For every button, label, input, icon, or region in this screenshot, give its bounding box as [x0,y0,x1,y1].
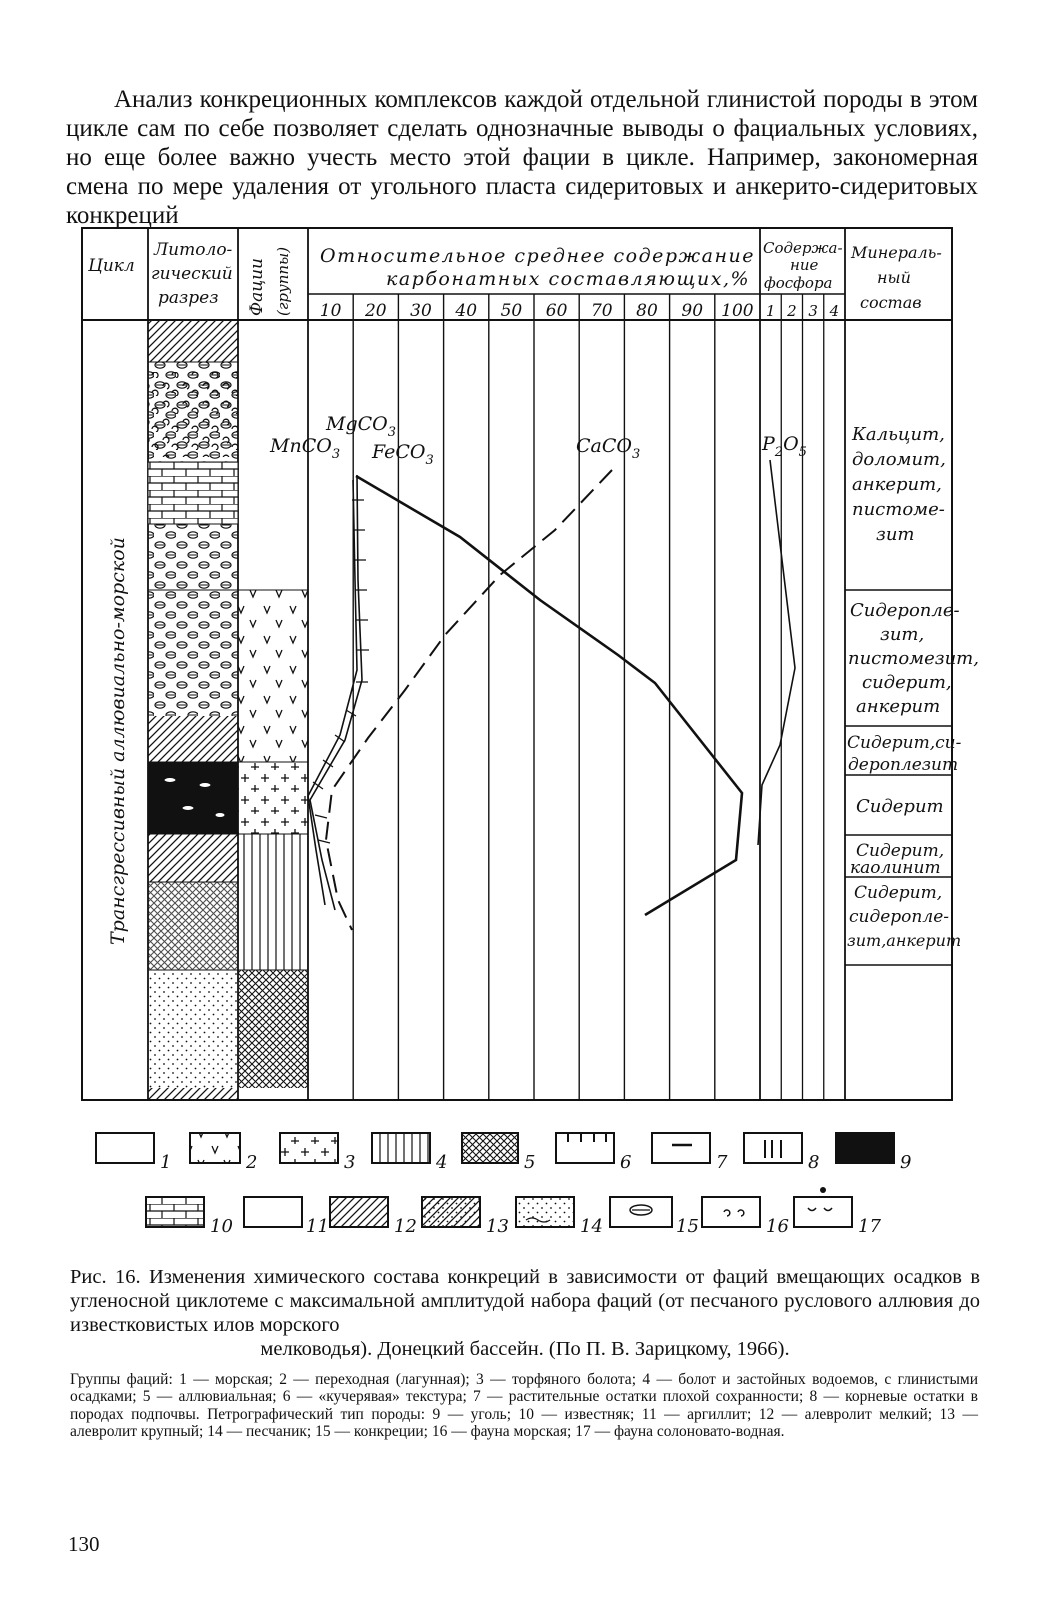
phosphorus-tick-label: 2 [787,302,797,320]
phosphorus-tick-label: 1 [765,302,776,320]
legend-8 [744,1133,802,1163]
phosphorus-scale [766,294,839,1100]
feco3-label: FeCO$_3$ [372,441,434,468]
legend-1 [96,1133,154,1163]
legend-15 [610,1197,672,1227]
legend-num-3: 3 [344,1152,356,1173]
legend-num-4: 4 [436,1152,448,1173]
figure-caption [70,1265,980,1361]
p2o5-label: $P_2O_5$ [762,433,807,460]
legend-num-16: 16 [766,1216,789,1237]
header-litho-1: Литоло- [154,240,233,260]
mineral-2-line-5: анкерит [856,696,941,717]
content-tick-label: 30 [410,301,432,321]
mineral-6-line-1: Сидерит, [854,883,943,903]
legend-num-2: 2 [246,1152,258,1173]
legend-4 [372,1133,430,1163]
header-phos-2: ние [790,256,819,274]
legend-17 [794,1187,852,1227]
header-litho-2: гический [151,264,233,284]
mgco3-label: MgCO$_3$ [326,413,397,440]
header-phos-1: Содержа- [763,239,843,257]
legend-5 [462,1133,518,1163]
legend-2 [190,1133,240,1163]
mineral-3-line-2: дероплезит [848,755,959,775]
caco3-label: CaCO$_3$ [576,435,641,462]
content-tick-label: 60 [545,301,568,321]
page-number: 130 [68,1532,100,1556]
header-content-1: Относительное среднее содержание [320,245,755,267]
mineral-2-line-4: сидерит, [862,672,952,693]
legend-num-5: 5 [524,1152,536,1173]
header-mineral-3: состав [860,293,922,312]
content-tick-label: 10 [319,301,342,321]
legend-9 [836,1133,894,1163]
mineral-1-line-3: анкерит, [852,474,942,495]
mgco3-ticks [313,500,369,843]
mineral-2-line-2: зит, [880,624,925,645]
p2o5-curve [758,460,795,845]
legend [96,1133,894,1227]
cycle-label: Трансгрессивный аллювиально-морской [107,537,129,945]
legend-11 [244,1197,302,1227]
mineral-5-line-2: каолинит [850,858,941,878]
content-tick-label: 90 [681,301,704,321]
legend-num-14: 14 [580,1216,603,1237]
legend-num-15: 15 [676,1216,699,1237]
content-tick-label: 50 [500,301,523,321]
phosphorus-tick-label: 4 [829,302,840,320]
caco3-curve [326,470,612,930]
header-facies-1: Фации [247,257,267,316]
content-tick-label: 40 [455,301,478,321]
legend-num-1: 1 [160,1152,172,1173]
legend-num-8: 8 [808,1152,820,1173]
legend-num-12: 12 [394,1216,417,1237]
legend-14 [516,1197,574,1227]
header-facies-2: (группы) [274,246,292,316]
legend-num-6: 6 [620,1152,632,1173]
legend-10 [146,1197,204,1227]
legend-num-9: 9 [900,1152,912,1173]
mineral-6-line-3: зит,анкерит [847,931,962,950]
content-tick-label: 70 [590,301,613,321]
header-litho-3: разрез [158,288,219,308]
legend-13 [422,1197,480,1227]
mineral-2-line-1: Сидеропле- [850,600,960,621]
legend-num-10: 10 [210,1216,233,1237]
legend-6 [556,1133,614,1163]
content-tick-label: 100 [721,301,754,321]
mnco3-label: MnCO$_3$ [270,435,341,462]
feco3-curve [356,476,742,915]
legend-explanation: Группы фаций: 1 — морская; 2 — переходная (лагунная); 3 — торфяного болота; 4 — болот и застойных водоемов, с глинистыми осадками; 5 — аллювиальная; 6 — «кучерявая» текстура; 7 — растительные остатки плохой сохранности; 8 — корневые остатки в породах подпочвы. Петрографический тип породы: 9 — уголь; 10 — известняк; 11 — аргиллит; 12 — алевролит мелкий; 13 — алевролит крупный; 14 — песчаник; 15 — конкреции; 16 — фауна морская; 17 — фауна солоновато-водная. [70,1370,978,1440]
phosphorus-tick-label: 3 [808,302,818,320]
mineral-5-line-1: Сидерит, [856,841,945,861]
content-tick-label: 80 [636,301,658,321]
legend-7 [652,1133,710,1163]
legend-3 [280,1133,338,1163]
caption-main: Рис. 16. Изменения химического состава конкреций в зависимости от фаций вмещающих осадков в угленосной циклотеме с максимальной амплитудой набора фаций (от песчаного руслового аллювия до известковистых илов морского [70,1265,980,1336]
legend-12 [330,1197,388,1227]
legend-16 [702,1197,760,1227]
mineral-4-line-1: Сидерит [856,796,944,817]
mineral-3-line-1: Сидерит,си- [847,733,962,753]
lithology-column [148,320,238,1100]
caption-last-line: мелководья). Донецкий бассейн. (По П. В. Зарицкому, 1966). [260,1337,790,1360]
header-content-2: карбонатных составляющих,% [386,268,751,290]
mineral-2-line-3: пистомезит, [848,648,979,669]
header-cycle: Цикл [88,256,135,276]
header-mineral-2: ный [877,268,911,287]
curves [308,460,795,930]
content-tick-label: 20 [364,301,387,321]
facies-column [238,590,308,1088]
intro-paragraph: Анализ конкреционных комплексов каждой отдельной глинистой породы в этом цикле сам по себе позволяет сделать однозначные выводы о фациальных условиях, но еще более важно учесть место этой фации в цикле. Например, закономерная смена по мере удаления от угольного пласта сидеритовых и анкерито-сидеритовых конкреций [66,86,978,229]
legend-num-17: 17 [858,1216,881,1237]
header-phos-3: фосфора [764,274,833,292]
mineral-1-line-5: зит [876,524,915,545]
mineral-1-line-2: доломит, [852,449,946,470]
header-mineral-1: Минераль- [851,243,942,262]
mineral-1-line-1: Кальцит, [852,424,945,445]
mineral-1-line-4: пистоме- [852,499,945,520]
mnco3-curve [308,480,357,905]
legend-num-13: 13 [486,1216,509,1237]
legend-num-11: 11 [306,1216,329,1237]
legend-num-7: 7 [716,1152,728,1173]
mineral-6-line-2: сидеропле- [849,907,949,927]
